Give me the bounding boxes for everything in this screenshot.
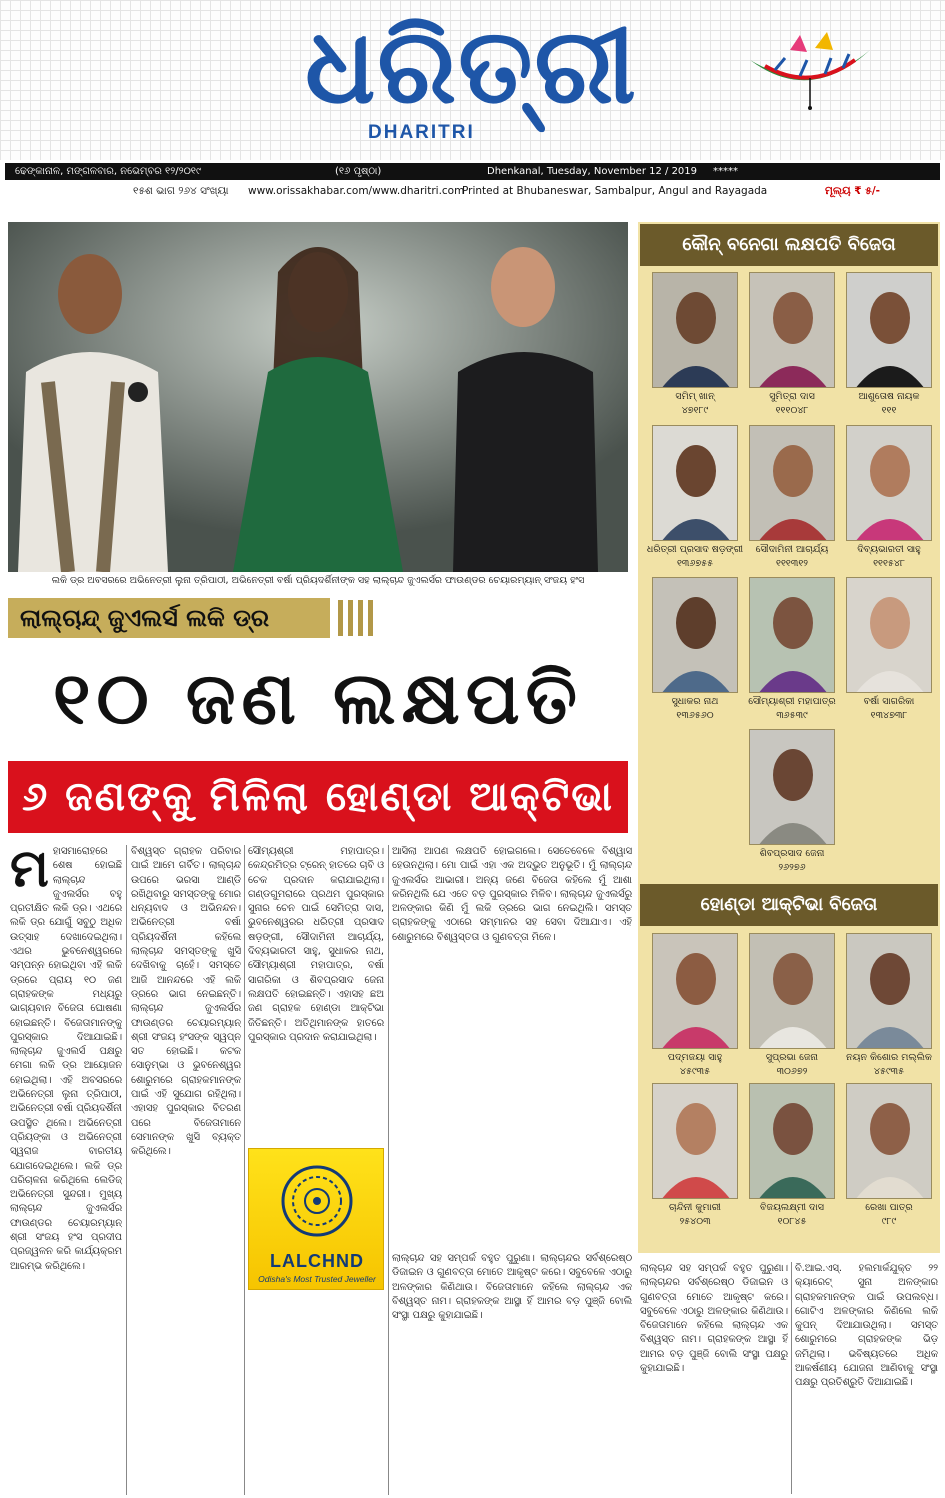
article-column-5: ଲାଲ୍‌ଚାନ୍ଦ ସହ ସମ୍ପର୍କ ବହୁତ ପୁରୁଣା। ଲାଲ୍‌ଚାନ୍ଦର ସର୍ବଶ୍ରେଷ୍ଠ ଡିଜାଇନ ଓ ଗୁଣବତ୍ତା ମୋତେ ଆକୃଷ୍ଟ କରେ। ସବୁବେଳେ ଏଠାରୁ ଅଳଙ୍କାର କିଣିଥାଉ। ବିଜେତାମାନେ କହିଲେ ଲାଲ୍‌ଚାନ୍ଦ ଏକ ବିଶ୍ୱସ୍ତ ନାମ। ଗ୍ରାହକଙ୍କ ଆସ୍ଥା ହିଁ ଆମର ବଡ଼ ପୁଞ୍ଜି ବୋଲି ସଂସ୍ଥା ପକ୍ଷରୁ କୁହାଯାଇଛି। bbox=[640, 1263, 788, 1375]
ad-brand-name: LALCHND bbox=[270, 1251, 364, 1271]
winner-photo bbox=[749, 425, 835, 541]
lalchnd-advertisement[interactable] bbox=[248, 1148, 384, 1290]
article-column-4-continued: ଲାଲ୍‌ଚାନ୍ଦ ସହ ସମ୍ପର୍କ ବହୁତ ପୁରୁଣା। ଲାଲ୍‌ଚାନ୍ଦର ସର୍ବଶ୍ରେଷ୍ଠ ଡିଜାଇନ ଓ ଗୁଣବତ୍ତା ମୋତେ ଆକୃଷ୍ଟ କରେ। ସବୁବେଳେ ଏଠାରୁ ଅଳଙ୍କାର କିଣିଥାଉ। ବିଜେତାମାନେ କହିଲେ ଲାଲ୍‌ଚାନ୍ଦ ଏକ ବିଶ୍ୱସ୍ତ ନାମ। ଗ୍ରାହକଙ୍କ ଆସ୍ଥା ହିଁ ଆମର ବଡ଼ ପୁଞ୍ଜି ବୋଲି ସଂସ୍ଥା ପକ୍ଷରୁ କୁହାଯାଇଛି। bbox=[392, 1253, 632, 1322]
winner-photo bbox=[846, 1083, 932, 1199]
winner-photo bbox=[652, 577, 738, 693]
event-photo bbox=[8, 222, 628, 572]
winner-photo bbox=[652, 1083, 738, 1199]
dateline-bar bbox=[5, 163, 940, 180]
boat-illustration-icon bbox=[745, 30, 875, 110]
page-count: (୧୬ ପୃଷ୍ଠା) bbox=[335, 166, 382, 177]
article-column-4: ଆସିଲା ଆପଣ ଲକ୍ଷପତି ହୋଇଗଲେ। ସେତେବେଳେ ବିଶ୍ୱାସ ହେଉନଥିଲା। ମୋ ପାଇଁ ଏହା ଏକ ଅଦ୍ଭୁତ ଅନୁଭୂତି। ମୁଁ ଲାଲ୍‌ଚାନ୍ଦ ଜୁଏଲର୍ସର ଆଭାରୀ। ଅନ୍ୟ ଜଣେ ବିଜେତା କହିଲେ ମୁଁ ଆଶା କରିନଥିଲି ଯେ ଏତେ ବଡ଼ ପୁରସ୍କାର ମିଳିବ। ଲାଲ୍‌ଚାନ୍ଦ ଜୁଏଲର୍ସରୁ ଅଳଙ୍କାର କିଣି ମୁଁ ଲକି ଡ୍ରରେ ଭାଗ ନେଇଥିଲି। ସମସ୍ତ ଗ୍ରାହକଙ୍କୁ ଏଠାରେ ସମ୍ମାନର ସହ ସେବା ଦିଆଯାଏ। ଏହି ଶୋରୁମରେ ବିଶ୍ୱସ୍ତତା ଓ ଗୁଣବତ୍ତା ମିଳେ। bbox=[392, 846, 632, 943]
article-column-6: ବି.ଆଇ.ଏସ୍. ହଲମାର୍କଯୁକ୍ତ ୨୨ କ୍ୟାରେଟ୍ ସୁନା ଅଳଙ୍କାର ଗ୍ରାହକମାନଙ୍କ ପାଇଁ ଉପଲବ୍ଧ। ଗୋଟିଏ ଅଳଙ୍କାର କିଣିଲେ ଲକି କୁପନ୍ ଦିଆଯାଉଥିଲା। ସମସ୍ତ ଶୋରୁମରେ ଗ୍ରାହକଙ୍କ ଭିଡ଼ ଜମିଥିଲା। ଭବିଷ୍ୟତରେ ଅଧିକ ଆକର୍ଷଣୀୟ ଯୋଜନା ଆଣିବାକୁ ସଂସ୍ଥା ପକ୍ଷରୁ ପ୍ରତିଶ୍ରୁତି ଦିଆଯାଇଛି। bbox=[795, 1263, 938, 1389]
date-odia: ଢେଙ୍କାନାଳ, ମଙ୍ଗଳବାର, ନଭେମ୍ବର ୧୨/୨୦୧୯ bbox=[15, 166, 201, 177]
kicker-bars-decoration bbox=[338, 600, 378, 636]
story-headline: ୧୦ ଜଣ ଲକ୍ଷପତି bbox=[53, 656, 583, 740]
winner-photo bbox=[652, 272, 738, 388]
winner-photo bbox=[846, 933, 932, 1049]
dropcap: ମ bbox=[10, 845, 49, 899]
newspaper-logo-subtitle: DHARITRI bbox=[368, 122, 475, 143]
lalchnd-emblem-icon bbox=[249, 1149, 385, 1249]
info-line bbox=[5, 181, 940, 201]
article-column-1: ମହାସମାରୋହରେ ଶେଷ ହୋଇଛି ଲାଲ୍‌ଚାନ୍ଦ ଜୁଏଲର୍ସର ବହୁ ପ୍ରତୀକ୍ଷିତ ଲକି ଡ୍ର। ଏଥରେ ଲକି ଡ୍ର ଯୋଗୁଁ ସବୁଠୁ ଅଧିକ ଉତ୍ସାହ ଦେଖାଦେଇଥିଲା। ଏଥର ଭୁବନେଶ୍ୱରରେ ସମ୍ପନ୍ନ ହୋଇଥିବା ଏହି ଲକି ଡ୍ରରେ ପ୍ରାୟ ୧୦ ଜଣ ଗ୍ରାହକଙ୍କ ମଧ୍ୟରୁ ଭାଗ୍ୟବାନ ବିଜେତା ଘୋଷଣା ହୋଇଛନ୍ତି। ବିଜେତାମାନଙ୍କୁ ପୁରସ୍କାର ଦିଆଯାଇଛି। ଲାଲ୍‌ଚାନ୍ଦ ଜୁଏଲର୍ସ ପକ୍ଷରୁ ମେଗା ଲକି ଡ୍ର ଆୟୋଜନ ହୋଇଥିଲା। ଏହି ଅବସରରେ ଅଭିନେତ୍ରୀ ଲୁନା ତ୍ରିପାଠୀ, ଅଭିନେତ୍ରୀ ବର୍ଷା ପ୍ରିୟଦର୍ଶିନୀ ଉପସ୍ଥିତ ଥିଲେ। ଅଭିନେତ୍ରୀ ପ୍ରିୟଙ୍କା ଓ ଅଭିନେତ୍ରୀ ସ୍ୱରାଜ ବାରତୀୟ ଯୋଗଦେଇଥିଲେ। ଲକି ଡ୍ର ପରିଚାଳନା କରିଥିଲେ ଲେଡିଜ୍ ଅଭିନେତ୍ରୀ ସୁନ୍ଦରୀ। ମୁଖ୍ୟ ଲାଲ୍‌ଚାନ୍ଦ ଜୁଏଲର୍ସର ଫାଉଣ୍ଡର ଚେୟାରମ୍ୟାନ୍ ଶ୍ରୀ ସଂଜୟ ହଂସ ପ୍ରଦୀପ ପ୍ରଜ୍ୱଳନ କରି କାର୍ଯ୍ୟକ୍ରମ ଆରମ୍ଭ କରିଥିଲେ। bbox=[10, 845, 122, 1272]
winner-photo bbox=[846, 425, 932, 541]
photo-caption: ଲକି ଡ୍ର ଅବସରରେ ଅଭିନେତ୍ରୀ ଲୁନା ତ୍ରିପାଠୀ, ଅଭିନେତ୍ରୀ ବର୍ଷା ପ୍ରିୟଦର୍ଶିନୀଙ୍କ ସହ ଲାଲ୍‌ଚାନ୍ଦ ଜୁଏଲର୍ସର ଫାଉଣ୍ଡର ଚେୟାରମ୍ୟାନ୍‌ ସଂଜୟ ହଂସ bbox=[51, 575, 585, 586]
newspaper-logo: ଧରିତ୍ରୀ bbox=[305, 4, 638, 127]
winner-photo bbox=[749, 577, 835, 693]
column-divider bbox=[388, 845, 389, 1495]
winner-photo bbox=[846, 577, 932, 693]
winner-photo bbox=[749, 1083, 835, 1199]
article-column-2: ବିଶ୍ୱସ୍ତ ଗ୍ରାହକ ପରିବାର ପାଇଁ ଆମେ ଗର୍ବିତ। ଲାଲ୍‌ଚାନ୍ଦ ଉପରେ ଭରସା ଆଣ୍ଡି ରଖିଥିବାରୁ ସମସ୍ତଙ୍କୁ ମୋର ଧନ୍ୟବାଦ ଓ ଅଭିନନ୍ଦନ। ଅଭିନେତ୍ରୀ ବର୍ଷା ପ୍ରିୟଦର୍ଶିନୀ କହିଲେ ଲାଲ୍‌ଚାନ୍ଦ ସମସ୍ତଙ୍କୁ ଖୁସି ଦେଖିବାକୁ ଚାହେଁ। ସମସ୍ତେ ଆଜି ଆନନ୍ଦରେ ଏହି ଲକି ଡ୍ରରେ ଭାଗ ନେଇଛନ୍ତି। ଲାଲ୍‌ଚାନ୍ଦ ଜୁଏଲର୍ସର ଫାଉଣ୍ଡର ଚେୟାରମ୍ୟାନ୍ ଶ୍ରୀ ସଂଜୟ ହଂସଙ୍କ ସ୍ୱପ୍ନ ସତ ହୋଇଛି। କଟକ ସୋନୁମ୍ଭା ଓ ଭୁବନେଶ୍ୱର ଶୋରୁମରେ ଗ୍ରାହକମାନଙ୍କ ପାଇଁ ଏହି ସୁଯୋଗ ରହିଥିଲା। ଏହାସହ ପୁରସ୍କାର ବିତରଣ ପରେ ବିଜେତାମାନେ ସେମାନଙ୍କ ଖୁସି ବ୍ୟକ୍ତ କରିଥିଲେ। bbox=[131, 846, 241, 1158]
column-divider bbox=[126, 845, 127, 1495]
activa-winners-title: ହୋଣ୍ଡା ଆକ୍ଟିଭା ବିଜେତା bbox=[640, 884, 938, 926]
date-english: Dhenkanal, Tuesday, November 12 / 2019 bbox=[487, 166, 698, 177]
story-kicker: ଲାଲ୍‌ଚାନ୍ଦ୍ ଜୁଏଲର୍ସ ଲକି ଡ୍ର bbox=[8, 598, 330, 638]
winner-photo bbox=[749, 729, 835, 845]
winner-photo bbox=[749, 933, 835, 1049]
masthead bbox=[0, 0, 945, 160]
story-subhead: ୬ ଜଣଙ୍କୁ ମିଳିଲା ହୋଣ୍ଡା ଆକ୍ଟିଭା bbox=[8, 761, 628, 833]
winner-photo bbox=[749, 272, 835, 388]
edition-stars: ***** bbox=[713, 166, 738, 177]
ad-tagline: Odisha's Most Trusted Jeweller bbox=[258, 1274, 376, 1284]
article-column-3: ସୌମ୍ୟଶ୍ରୀ ମହାପାତ୍ର। କେନ୍ଦ୍ରମିତ୍ର ଟ୍ରେନ୍ ହାତରେ ଚାବି ଓ ଚେକ ପ୍ରଦାନ କରାଯାଇଥିଲା। ଗଣ୍ଡଗୁମରାରେ ପ୍ରଥମ ପୁରସ୍କାର ସୁନାର ଚେନ ପାଇଁ ସେମିତ୍ରା ଦାସ, ଭୁବନେଶ୍ୱରର ଧରିତ୍ରୀ ପ୍ରସାଦ ଷଡ଼ଙ୍ଗୀ, ସୌଦାମିନୀ ଆଚାର୍ଯ୍ୟ, ଦିବ୍ୟଭାରତୀ ସାହୁ, ସୁଧାକର ନାଥ, ସୌମ୍ୟାଶ୍ରୀ ମହାପାତ୍ର, ବର୍ଷା ସାଗରିକା ଓ ଶିବପ୍ରସାଦ ଜେନା ଲକ୍ଷପତି ହୋଇଛନ୍ତି। ଏହାସହ ଛଅ ଜଣ ଗ୍ରାହକ ହୋଣ୍ଡା ଆକ୍ଟିଭା ଜିତିଛନ୍ତି। ଅତିଥିମାନଙ୍କ ହାତରେ ପୁରସ୍କାର ପ୍ରଦାନ କରାଯାଇଥିଲା। bbox=[248, 846, 384, 1043]
lakhpati-winners-title: କୌନ୍ ବନେଗା ଲକ୍ଷପତି ବିଜେତା bbox=[640, 224, 938, 266]
price-label: ମୂଲ୍ୟ ₹ ୫/- bbox=[825, 185, 881, 197]
event-photo-illustration bbox=[8, 222, 628, 572]
website-link[interactable]: www.orissakhabar.com/www.dharitri.com bbox=[248, 185, 465, 197]
winner-photo bbox=[652, 933, 738, 1049]
winner-photo bbox=[846, 272, 932, 388]
edition-number: ୧୫ଶ ଭାଗ ୨୬୪ ସଂଖ୍ୟା bbox=[133, 185, 229, 197]
column-divider bbox=[791, 1262, 792, 1494]
print-locations: Printed at Bhubaneswar, Sambalpur, Angul and Rayagada bbox=[462, 185, 768, 197]
column-divider bbox=[244, 845, 245, 1495]
winner-photo bbox=[652, 425, 738, 541]
